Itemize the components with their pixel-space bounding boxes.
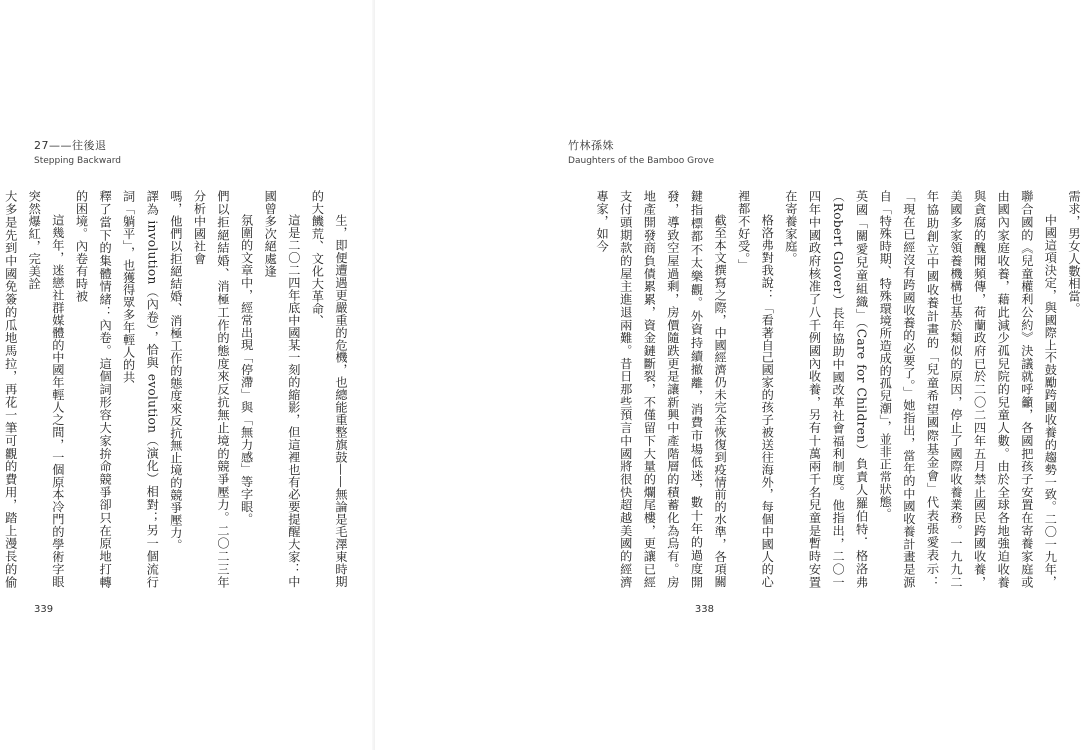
left-paragraph: 生，即便遭遇更嚴重的危機，也總能重整旗鼓——無論是毛澤東時期的大饑荒、文化大革命、 xyxy=(310,190,348,588)
right-paragraph: 中國這項決定，與國際上不鼓勵跨國收養的趨勢一致。二〇一九年，聯合國的《兒童權利公約》決議就呼籲，各國把孩子安置在寄養家庭或由國內家庭收養，藉此減少孤兒院的兒童人數。由於全球各地強迫收養與貪腐的醜聞頻傳，荷蘭政府已於二〇二四年五月禁止國民跨國收養，美國多家領養機構也基於類似的原因，停止了國際收養業務。一九九二年協助創立中國收養計畫的「兒童希望國際基金會」代表張愛表示：「現在已經沒有跨國收養的必要了。」她指出，當年的中國收養計畫是源自「特殊時期、特殊環境所造成的孤兒潮」，並非正常狀態。 xyxy=(878,190,1058,588)
left-paragraph: 們以拒絕結婚、消極工作的態度來反抗無止境的競爭壓力。二〇二三年分析中國社會 xyxy=(192,190,231,588)
left-page xyxy=(0,0,375,750)
left-body-text xyxy=(3,190,352,588)
right-paragraph: 格洛弗對我說：「看著自己國家的孩子被送往海外，每個中國人的心裡都不好受。」 xyxy=(736,190,775,588)
left-page-number: 339 xyxy=(34,604,54,615)
left-paragraph: 這幾年，迷戀社群媒體的中國年輕人之間，一個原本冷門的學術字眼突然爆紅，完美詮 xyxy=(27,190,65,588)
right-header-subtitle: Daughters of the Bamboo Grove xyxy=(568,156,714,166)
right-header-title: 竹林孫姝 xyxy=(568,139,615,152)
left-paragraph: 這是二〇二四年底中國某一刻的縮影，但這裡也有必要提醒大家：中國曾多次絕處逢 xyxy=(263,190,301,588)
left-header-title: 27——往後退 xyxy=(34,139,107,152)
left-paragraph: 大多是先到中國免簽的瓜地馬拉，再花一筆可觀的費用，踏上漫長的偷 xyxy=(3,190,18,588)
right-page xyxy=(375,0,1081,750)
right-body-text xyxy=(595,190,1085,588)
left-paragraph: 嗎，他們以拒絕結婚、消極工作的態度來反抗無止境的競爭壓力。 xyxy=(168,190,183,552)
left-header-subtitle: Stepping Backward xyxy=(34,156,121,166)
right-running-header xyxy=(568,137,714,166)
left-running-header xyxy=(34,137,121,166)
right-paragraph: 英國「關愛兒童組織」（Care for Children）負責人羅伯特．格洛弗（Robert Glover）長年協助中國改革社會福利制度。他指出，二〇一四年中國政府核准了八千例國內收養，另有十萬兩千名兒童是暫時安置在寄養家庭。 xyxy=(783,190,869,588)
right-page-number: 338 xyxy=(694,604,714,615)
left-paragraph: 釋了當下的集體情緒：內卷。這個詞形容大家拚命競爭卻只在原地打轉的困境。內卷有時被 xyxy=(74,190,113,588)
left-paragraph: 氛圍的文章中，經常出現「停滯」與「無力感」等字眼。 xyxy=(239,214,254,526)
right-paragraph: 需求，男女人數相當。 xyxy=(1067,190,1081,315)
left-paragraph: 譯為 involution（內卷），恰與 evolution（演化）相對；另一個流行詞「躺平」，也獲得眾多年輕人的共 xyxy=(121,190,160,588)
right-paragraph: 截至本文撰寫之際，中國經濟仍未完全恢復到疫情前的水準，各項關鍵指標都不太樂觀。外資持續撤離，消費市場低迷，數十年的過度開發，導致空屋過剩，房價隨跌更是讓新興中產階層的積蓄化為烏有。房地產開發商負債累累，資金鏈斷裂，不僅留下大量的爛尾樓，更讓已經支付頭期款的屋主進退兩難。昔日那些預言中國將很快超越美國的經濟專家，如今 xyxy=(595,190,728,588)
